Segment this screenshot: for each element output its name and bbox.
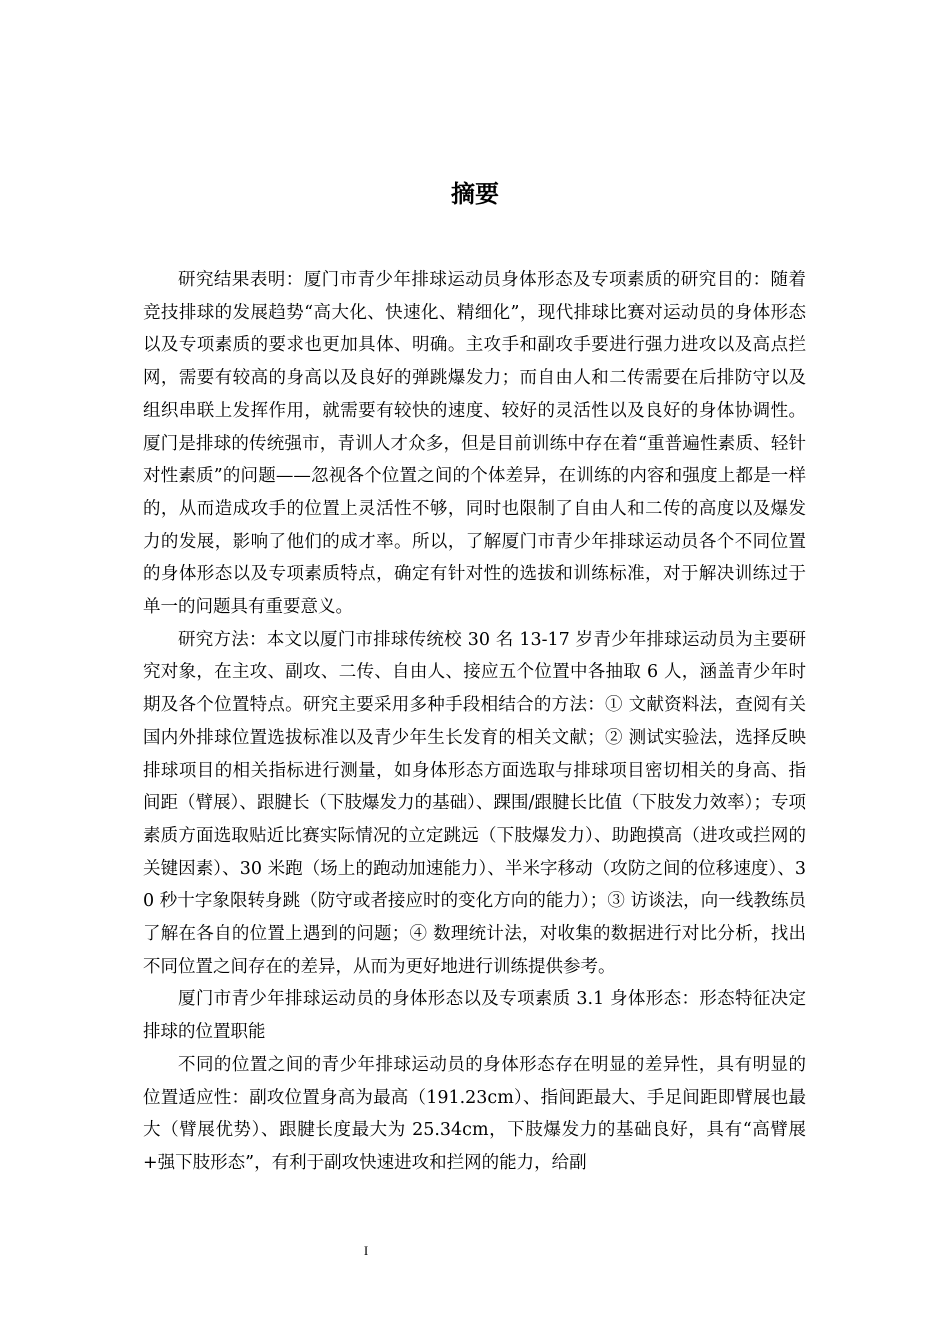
page-title: 摘要	[451, 180, 499, 208]
paragraph-section-heading: 厦门市青少年排球运动员的身体形态以及专项素质 3.1 身体形态：形态特征决定排球的位置职能	[143, 989, 806, 1043]
paragraph-results: 研究结果表明：厦门市青少年排球运动员身体形态及专项素质的研究目的：随着竞技排球的发展趋势“高大化、快速化、精细化”，现代排球比赛对运动员的身体形态以及专项素质的要求也更加具体、明确。主攻手和副攻手要进行强力进攻以及高点拦网，需要有较高的身高以及良好的弹跳爆发力；而自由人和二传需要在后排防守以及组织串联上发挥作用，就需要有较快的速度、较好的灵活性以及良好的身体协调性。厦门是排球的传统强市，青训人才众多，但是目前训练中存在着“重普遍性素质、轻针对性素质”的问题——忽视各个位置之间的个体差异，在训练的内容和强度上都是一样的，从而造成攻手的位置上灵活性不够，同时也限制了自由人和二传的高度以及爆发力的发展，影响了他们的成才率。所以，了解厦门市青少年排球运动员各个不同位置的身体形态以及专项素质特点，确定有针对性的选拔和训练标准，对于解决训练过于单一的问题具有重要意义。	[143, 270, 806, 618]
page-number: I	[363, 1243, 369, 1258]
abstract-body	[143, 264, 806, 1180]
paragraph-methods: 研究方法：本文以厦门市排球传统校 30 名 13-17 岁青少年排球运动员为主要研究对象，在主攻、副攻、二传、自由人、接应五个位置中各抽取 6 人，涵盖青少年时期及各个位置特点。研究主要采用多种手段相结合的方法：① 文献资料法，查阅有关国内外排球位置选拔标准以及青少年生长发育的相关文献；② 测试实验法，选择反映排球项目的相关指标进行测量，如身体形态方面选取与排球项目密切相关的身高、指间距（臂展）、跟腱长（下肢爆发力的基础）、踝围/跟腱长比值（下肢发力效率）；专项素质方面选取贴近比赛实际情况的立定跳远（下肢爆发力）、助跑摸高（进攻或拦网的关键因素）、30 米跑（场上的跑动加速能力）、半米字移动（攻防之间的位移速度）、30 秒十字象限转身跳（防守或者接应时的变化方向的能力）；③ 访谈法，向一线教练员了解在各自的位置上遇到的问题；④ 数理统计法，对收集的数据进行对比分析，找出不同位置之间存在的差异，从而为更好地进行训练提供参考。	[143, 629, 806, 977]
paragraph-morphology: 不同的位置之间的青少年排球运动员的身体形态存在明显的差异性，具有明显的位置适应性：副攻位置身高为最高（191.23cm）、指间距最大、手足间距即臂展也最大（臂展优势）、跟腱长度最大为 25.34cm，下肢爆发力的基础良好，具有“高臂展+强下肢形态”，有利于副攻快速进攻和拦网的能力，给副	[143, 1054, 806, 1173]
